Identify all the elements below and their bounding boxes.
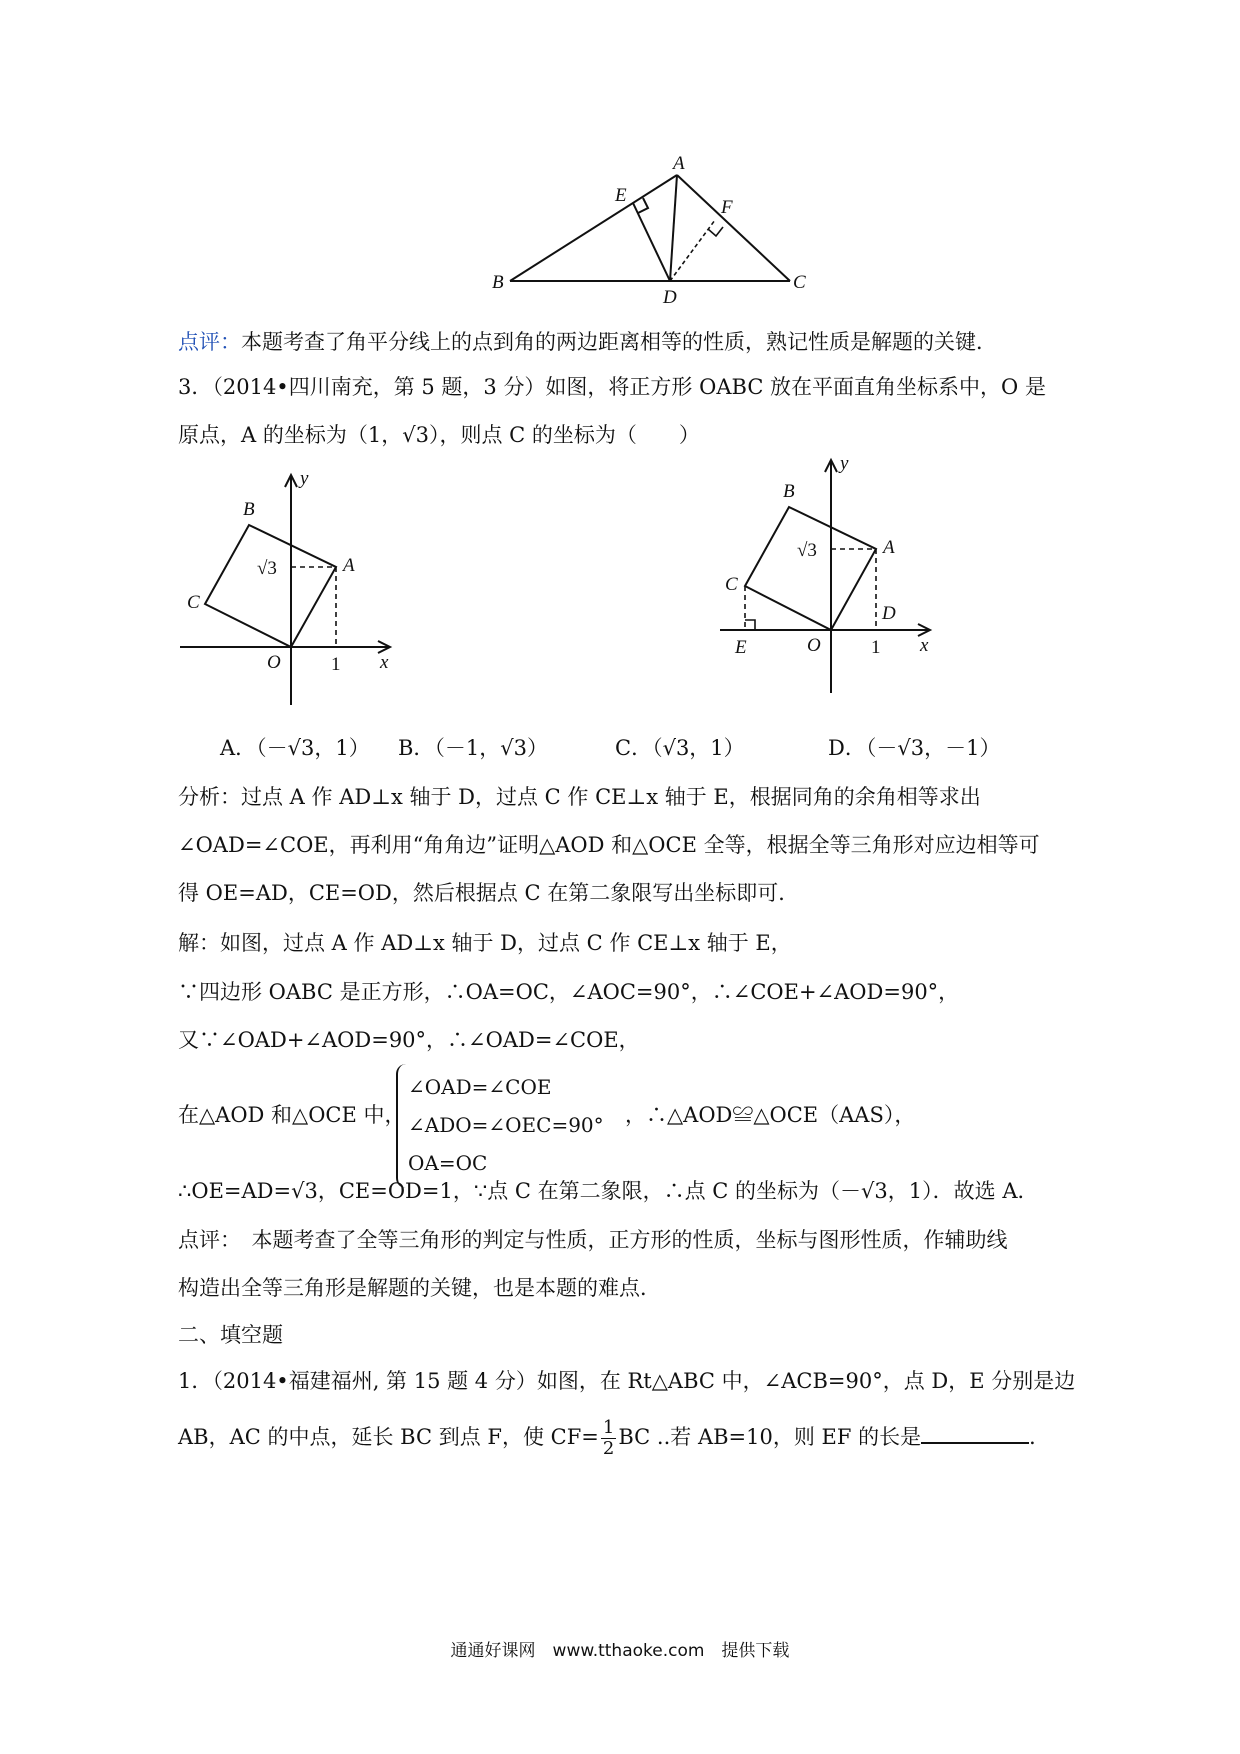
- fill-question-1-post: BC ..若 AB=10，则 EF 的长是: [618, 1425, 922, 1449]
- fraction-numerator: 1: [602, 1417, 615, 1438]
- fill-question-1-line-1: 1．（2014•福建福州, 第 15 题 4 分）如图，在 Rt△ABC 中，∠ACB=90°，点 D，E 分别是边: [178, 1369, 1076, 1393]
- solution-line-3: 又∵∠OAD+∠AOD=90°，∴∠OAD=∠COE，: [178, 1028, 640, 1052]
- comment-2-line-2: 构造出全等三角形是解题的关键，也是本题的难点．: [178, 1276, 661, 1300]
- label-E: E: [735, 637, 747, 658]
- analysis-line-1: 分析：过点 A 作 AD⊥x 轴于 D，过点 C 作 CE⊥x 轴于 E，根据同角的余角相等求出: [178, 785, 981, 809]
- coordinate-figure-right: [715, 455, 955, 700]
- triangle-figure: [480, 155, 820, 305]
- coordinate-figure-left: [175, 470, 415, 710]
- solution-line-5: ∴OE=AD=√3，CE=OD=1，∵点 C 在第二象限，∴点 C 的坐标为（－√3，1）．故选 A．: [178, 1179, 1039, 1203]
- fill-question-1-line-2: [178, 1418, 1050, 1459]
- fraction-denominator: 2: [602, 1438, 615, 1459]
- section-title: 二、填空题: [178, 1323, 283, 1347]
- comment-2-line-1: 点评： 本题考查了全等三角形的判定与性质，正方形的性质，坐标与图形性质，作辅助线: [178, 1228, 1008, 1252]
- brace-eq-3: OA=OC: [408, 1151, 488, 1175]
- option-b: B．（－1，√3）: [398, 736, 549, 760]
- label-B: B: [243, 499, 255, 520]
- brace-mark: [396, 1064, 408, 1188]
- label-E: E: [615, 185, 627, 206]
- label-1: 1: [331, 654, 341, 675]
- analysis-line-3: 得 OE=AD，CE=OD，然后根据点 C 在第二象限写出坐标即可．: [178, 881, 800, 905]
- label-D: D: [882, 603, 896, 624]
- brace-eq-1: ∠OAD=∠COE: [408, 1075, 552, 1099]
- footer: 通通好课网 www.tthaoke.com 提供下载: [450, 1641, 790, 1661]
- solution-line-1: 解：如图，过点 A 作 AD⊥x 轴于 D，过点 C 作 CE⊥x 轴于 E，: [178, 931, 792, 955]
- solution-line-4-pre: 在△AOD 和△OCE 中，: [178, 1103, 406, 1127]
- label-O: O: [807, 635, 821, 656]
- label-y: y: [300, 470, 309, 489]
- equation-system: [408, 1068, 604, 1182]
- fill-question-1-pre: AB，AC 的中点，延长 BC 到点 F，使 CF=: [178, 1425, 599, 1449]
- option-a: A．（－√3，1）: [220, 736, 370, 760]
- label-O: O: [267, 652, 281, 673]
- label-C: C: [793, 272, 806, 293]
- label-x: x: [380, 652, 389, 673]
- label-A: A: [883, 537, 895, 558]
- question-3-line-2: 原点，A 的坐标为（1，√3），则点 C 的坐标为（ ）: [178, 423, 700, 447]
- label-1: 1: [871, 637, 881, 658]
- question-3-line-1: 3．（2014•四川南充，第 5 题，3 分）如图，将正方形 OABC 放在平面直角坐标系中，O 是: [178, 375, 1046, 399]
- label-A: A: [673, 155, 685, 174]
- label-x: x: [920, 635, 929, 656]
- analysis-line-2: ∠OAD=∠COE，再利用“角角边”证明△AOD 和△OCE 全等，根据全等三角形对应边相等可: [178, 833, 1040, 857]
- label-C: C: [725, 574, 738, 595]
- label-B: B: [492, 272, 504, 293]
- label-B: B: [783, 481, 795, 502]
- solution-line-2: ∵四边形 OABC 是正方形，∴OA=OC，∠AOC=90°，∴∠COE+∠AOD=90°，: [178, 980, 960, 1004]
- brace-eq-2: ∠ADO=∠OEC=90°: [408, 1113, 604, 1137]
- label-A: A: [343, 555, 355, 576]
- fraction: [601, 1418, 616, 1459]
- label-sqrt3: √3: [257, 558, 277, 579]
- option-c: C．（√3，1）: [615, 736, 745, 760]
- comment-1: [178, 327, 997, 357]
- answer-blank[interactable]: [921, 1420, 1029, 1444]
- solution-line-4-post: ，∴△AOD≌△OCE（AAS），: [625, 1103, 916, 1127]
- fill-question-1-end: ．: [1029, 1425, 1051, 1449]
- label-C: C: [187, 592, 200, 613]
- comment-1-label: 点评：: [178, 330, 241, 354]
- label-sqrt3: √3: [797, 540, 817, 561]
- label-F: F: [721, 197, 733, 218]
- label-y: y: [840, 455, 849, 474]
- option-d: D．（－√3，－1）: [828, 736, 1001, 760]
- label-D: D: [663, 287, 677, 305]
- comment-1-text: 本题考查了角平分线上的点到角的两边距离相等的性质，熟记性质是解题的关键．: [241, 330, 997, 354]
